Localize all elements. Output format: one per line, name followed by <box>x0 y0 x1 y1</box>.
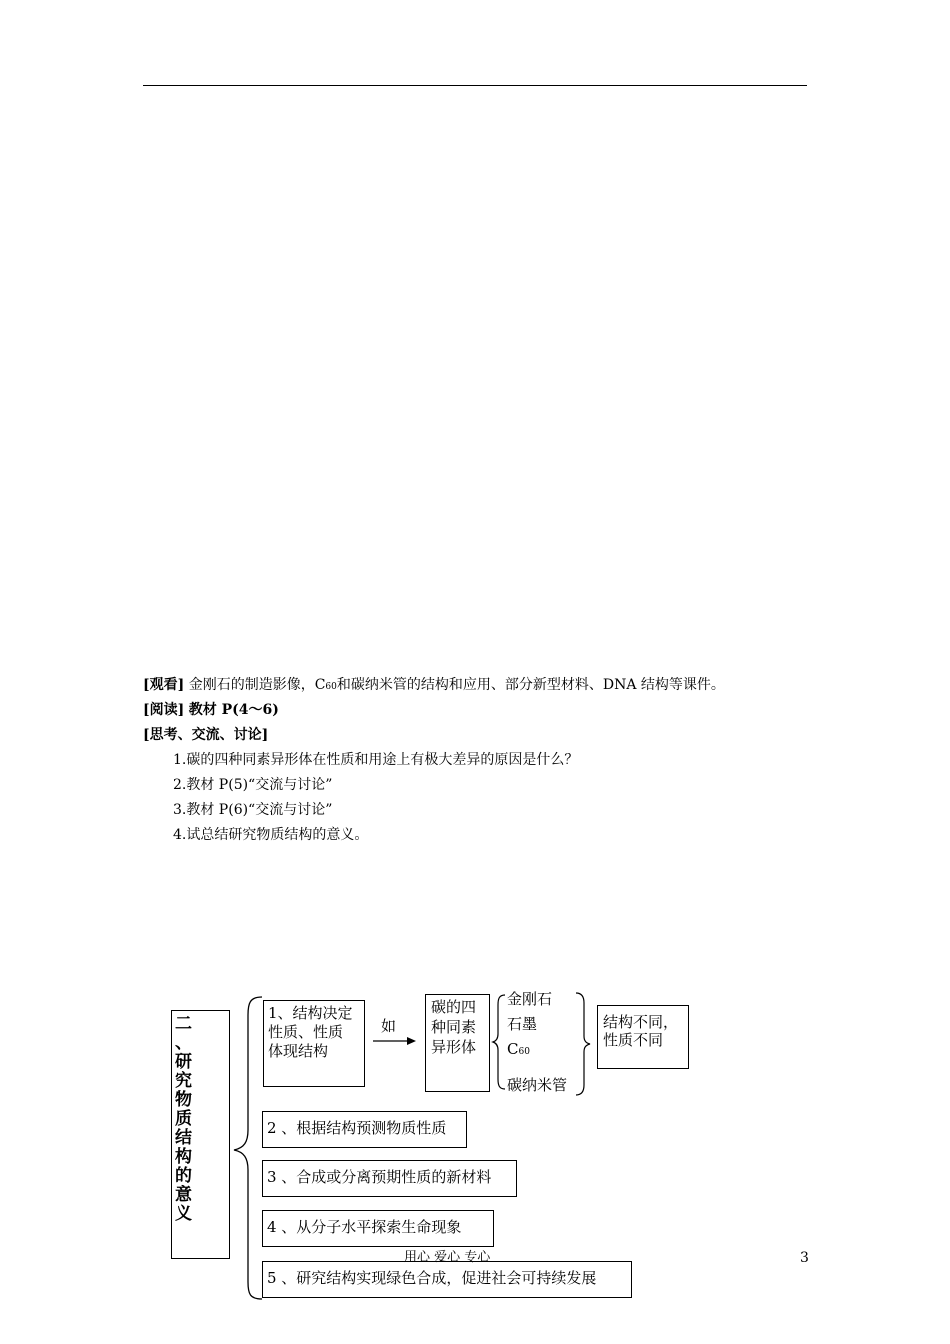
box-result <box>597 1005 689 1069</box>
allotrope-diamond: 金刚石 <box>507 990 553 1008</box>
allotrope-nanotube: 碳纳米管 <box>507 1076 568 1094</box>
read-label: [阅读] <box>143 702 185 718</box>
watch-text-b: 和碳纳米管的结构和应用、部分新型材料、DNA 结构等课件。 <box>336 677 725 693</box>
title-char: 究 <box>175 1071 192 1091</box>
question-3: 3.教材 P(6)“交流与讨论” <box>173 802 333 818</box>
watch-text-sub: 60 <box>325 682 337 692</box>
carbon-box-line: 种同素 <box>431 1018 477 1036</box>
title-char: 义 <box>175 1204 192 1224</box>
title-char: 、 <box>175 1033 192 1053</box>
title-char: 物 <box>175 1090 192 1110</box>
arrow-label: 如 <box>381 1017 397 1035</box>
page-number: 3 <box>800 1250 809 1266</box>
carbon-box-line: 异形体 <box>431 1038 477 1056</box>
item-2-text: 2 、根据结构预测物质性质 <box>267 1119 447 1137</box>
box-item-3 <box>262 1160 517 1197</box>
question-4: 4.试总结研究物质结构的意义。 <box>173 827 369 843</box>
watch-text-a: 金刚石的制造影像，C <box>188 677 326 693</box>
box-structure-property <box>263 1000 365 1087</box>
title-char: 二 <box>175 1014 192 1034</box>
box-item-2 <box>262 1111 467 1148</box>
watch-label: [观看] <box>143 677 185 693</box>
c60-base: C <box>507 1040 519 1058</box>
c60-sub: 60 <box>518 1047 530 1057</box>
question-2: 2.教材 P(5)“交流与讨论” <box>173 777 333 793</box>
box-item-4 <box>262 1210 494 1247</box>
item-4-text: 4 、从分子水平探索生命现象 <box>267 1218 462 1236</box>
footer-motto: 用心 爱心 专心 <box>404 1250 491 1265</box>
diagram-title <box>171 1010 230 1259</box>
read-text: 教材 P(4～6) <box>188 702 279 718</box>
question-1: 1.碳的四种同素异形体在性质和用途上有极大差异的原因是什么？ <box>173 752 579 768</box>
title-char: 结 <box>175 1128 192 1148</box>
main-brace <box>234 997 262 1299</box>
result-line: 性质不同 <box>603 1031 664 1049</box>
think-label: [思考、交流、讨论] <box>143 727 269 743</box>
box-carbon-allotropes <box>425 994 490 1092</box>
box1-line: 1、结构决定 <box>268 1004 353 1022</box>
allotrope-c60 <box>507 1040 530 1061</box>
title-char: 的 <box>175 1166 192 1186</box>
arrow-head <box>407 1037 416 1045</box>
title-char: 构 <box>175 1147 192 1167</box>
carbon-box-line: 碳的四 <box>431 998 477 1016</box>
box1-line: 体现结构 <box>268 1042 329 1060</box>
title-char: 研 <box>175 1052 192 1072</box>
allotrope-left-brace <box>493 995 505 1089</box>
result-line: 结构不同， <box>603 1013 679 1031</box>
title-char: 意 <box>175 1185 192 1205</box>
item-5-text: 5 、研究结构实现绿色合成，促进社会可持续发展 <box>267 1269 597 1287</box>
allotrope-right-brace <box>576 993 590 1095</box>
allotrope-graphite: 石墨 <box>507 1015 538 1033</box>
title-char: 质 <box>175 1109 192 1129</box>
box1-line: 性质、性质 <box>268 1023 344 1041</box>
item-3-text: 3 、合成或分离预期性质的新材料 <box>267 1168 492 1186</box>
